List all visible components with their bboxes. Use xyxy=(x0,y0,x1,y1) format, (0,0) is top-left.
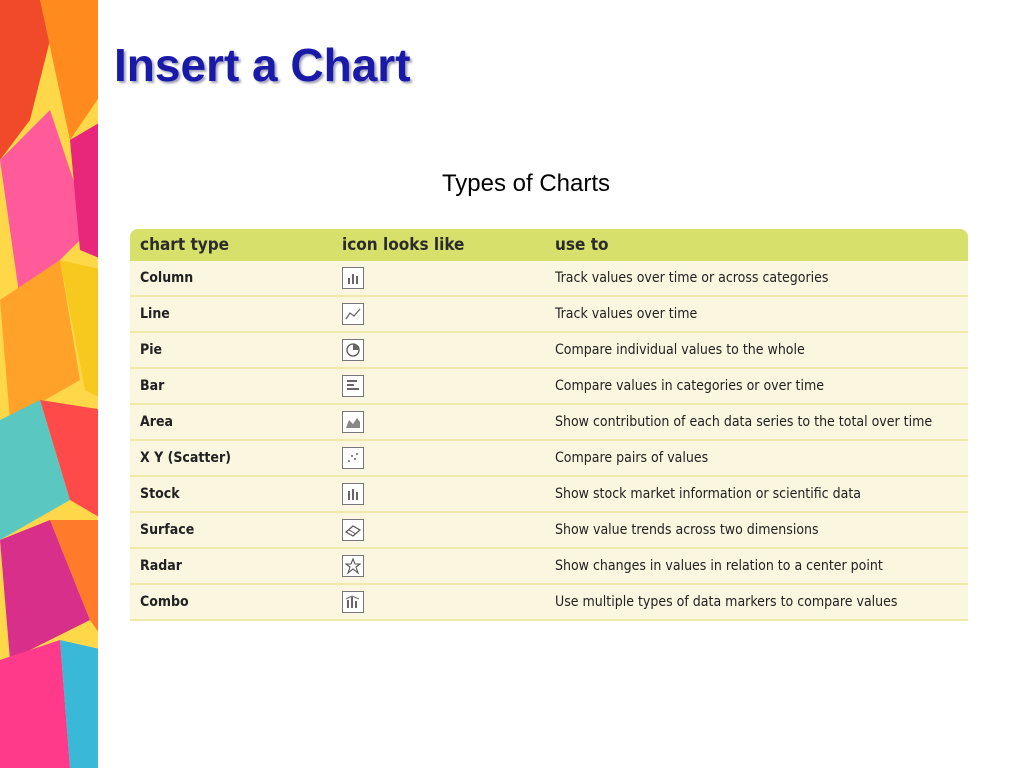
row-icon-cell xyxy=(332,332,545,368)
scatter-chart-icon xyxy=(342,447,364,469)
row-use: Show value trends across two dimensions xyxy=(545,512,968,548)
stock-chart-icon xyxy=(342,483,364,505)
row-chart-type: Surface xyxy=(130,512,332,548)
header-use: use to xyxy=(545,229,968,261)
row-use: Compare pairs of values xyxy=(545,440,968,476)
surface-chart-icon xyxy=(342,519,364,541)
row-chart-type: Pie xyxy=(130,332,332,368)
combo-chart-icon xyxy=(342,591,364,613)
row-icon-cell xyxy=(332,404,545,440)
slide-title: Insert a Chart xyxy=(114,39,411,91)
row-use: Show contribution of each data series to the total over time xyxy=(545,404,968,440)
chart-types-table xyxy=(130,229,968,621)
row-use: Compare values in categories or over time xyxy=(545,368,968,404)
row-chart-type: Radar xyxy=(130,548,332,584)
header-chart-type: chart type xyxy=(130,229,332,261)
row-use: Track values over time xyxy=(545,296,968,332)
row-use: Use multiple types of data markers to compare values xyxy=(545,584,968,620)
table-row xyxy=(130,548,968,584)
row-icon-cell xyxy=(332,512,545,548)
row-icon-cell xyxy=(332,584,545,620)
table-row xyxy=(130,404,968,440)
table-row xyxy=(130,332,968,368)
line-chart-icon xyxy=(342,303,364,325)
row-icon-cell xyxy=(332,296,545,332)
column-chart-icon xyxy=(342,267,364,289)
row-use: Compare individual values to the whole xyxy=(545,332,968,368)
row-icon-cell xyxy=(332,548,545,584)
table-row xyxy=(130,440,968,476)
bar-chart-icon xyxy=(342,375,364,397)
table-row xyxy=(130,261,968,296)
row-icon-cell xyxy=(332,476,545,512)
decorative-ribbon xyxy=(0,0,104,768)
pie-chart-icon xyxy=(342,339,364,361)
radar-chart-icon xyxy=(342,555,364,577)
row-use: Show changes in values in relation to a center point xyxy=(545,548,968,584)
row-chart-type: Combo xyxy=(130,584,332,620)
row-icon-cell xyxy=(332,261,545,296)
table-row xyxy=(130,512,968,548)
row-icon-cell xyxy=(332,440,545,476)
row-chart-type: Bar xyxy=(130,368,332,404)
row-chart-type: Column xyxy=(130,261,332,296)
row-chart-type: Area xyxy=(130,404,332,440)
row-icon-cell xyxy=(332,368,545,404)
row-use: Show stock market information or scientific data xyxy=(545,476,968,512)
header-icon: icon looks like xyxy=(332,229,545,261)
slide-subtitle: Types of Charts xyxy=(441,170,611,197)
row-chart-type: Stock xyxy=(130,476,332,512)
row-chart-type: Line xyxy=(130,296,332,332)
row-use: Track values over time or across categories xyxy=(545,261,968,296)
area-chart-icon xyxy=(342,411,364,433)
table-row xyxy=(130,368,968,404)
table-row xyxy=(130,476,968,512)
table-row xyxy=(130,584,968,620)
table-row xyxy=(130,296,968,332)
row-chart-type: X Y (Scatter) xyxy=(130,440,332,476)
